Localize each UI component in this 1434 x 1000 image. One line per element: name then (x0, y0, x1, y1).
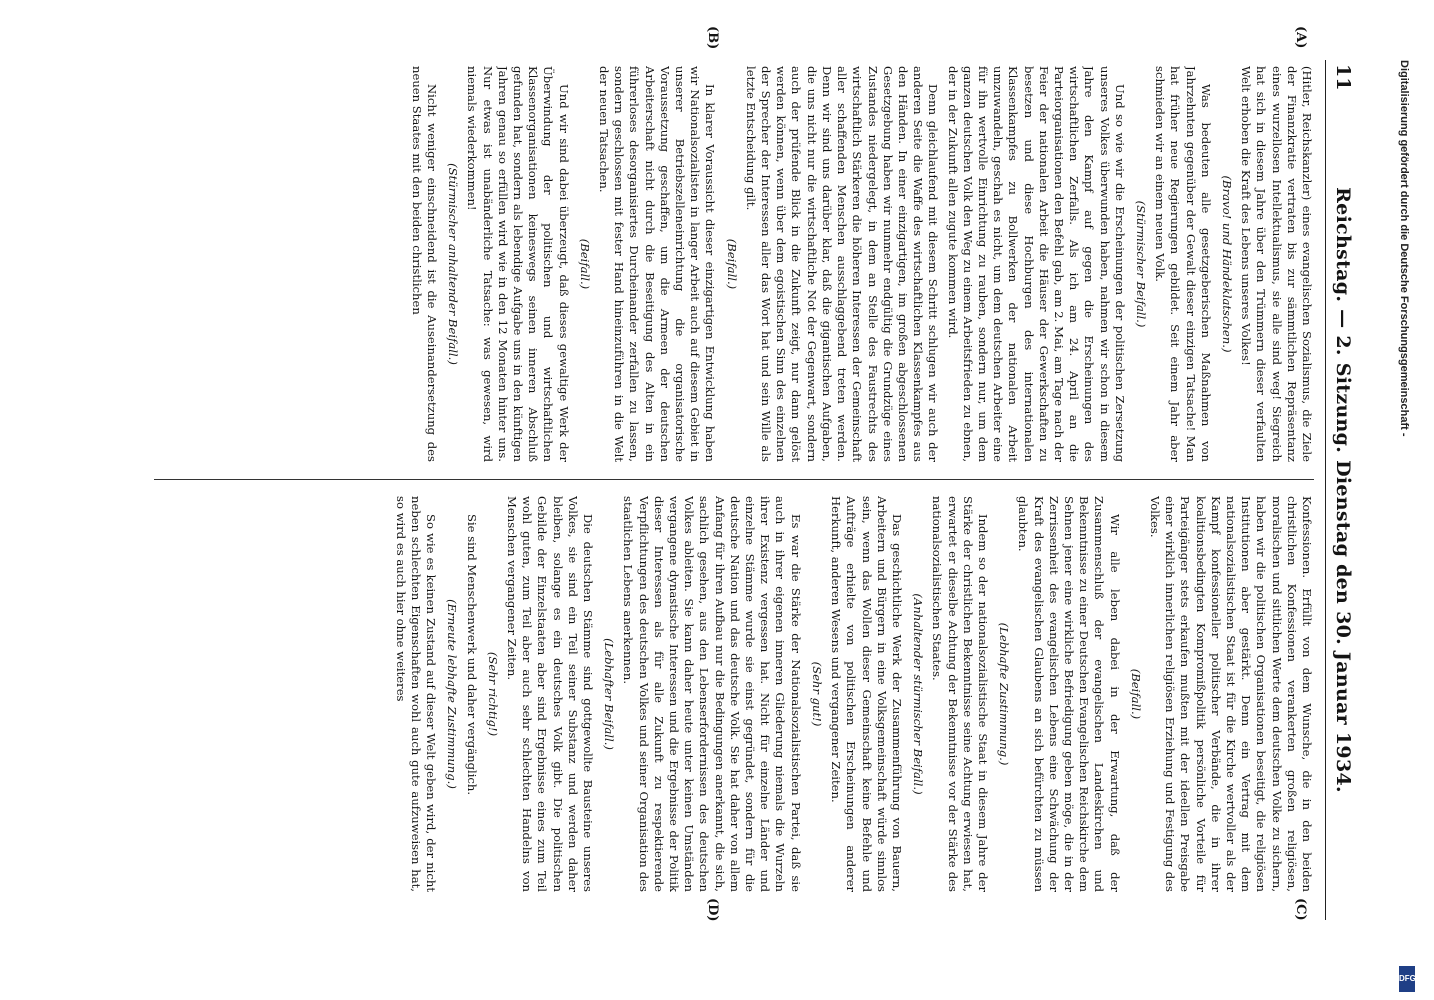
header-title: Reichstag. — 2. Sitzung. Dienstag den 30. Januar 1934. (1332, 187, 1354, 793)
margin-marker-a: (A) (1293, 26, 1308, 49)
annotation: (Stürmischer anhaltender Beifall.) (446, 163, 461, 365)
margin-marker-c: (C) (1293, 898, 1308, 921)
paragraph: Und so wie wir die Erscheinungen der politischen Zersetzung unseres Volkes überwunden haben, nahmen wir schon in diesem Jahre den Kampf auf gegen die Erscheinungen des wirtschaftlichen Zerfalls. Als ich am 24. April an die Parteiorganisationen den Befehl gab, am 2. Mai, am Tage nach der Feier der nationalen Arbeit die Häuser der Gewerkschaften zu besetzen und diese Hochburgen des internationalen Klassenkampfes zu Bollwerken der nationalen Arbeit umzuwandeln, geschah es nicht, um dem deutschen Arbeiter eine für ihn wertvolle Einrichtung zu rauben, sondern nur, um dem ganzen deutschen Volk den Weg zu einem Arbeitsfrieden zu ebnen, der in der Zukunft allen zugute kommen wird. (945, 66, 1127, 462)
paragraph: Denn gleichlaufend mit diesem Schritt schlugen wir auch der anderen Seite die Waffe des wirtschaftlichen Klassenkampfes aus den Händen. In einer einzigartigen, im großen abgeschlossenen Gesetzgebung haben wir nunmehr endgültig die Grundzüge eines Zustandes niedergelegt, in dem an Stelle des Faustrechts des wirtschaftlich Stärkeren die höheren Interessen der Gemeinschaft aller schaffenden Menschen ausschlaggebend treten werden. Denn wir sind uns darüber klar, daß die gigantischen Aufgaben, die uns nicht nur die wirtschaftliche Not der Gegenwart, sondern auch der prüfende Blick in die Zukunft zeigt, nur dann gelöst werden können, wenn über dem egoistischen Sinn des einzelnen der Sprecher der Interessen aller das Wort hat und sein Wille als letzte Entscheidung gilt. (743, 66, 941, 462)
page-header (1325, 60, 1360, 920)
annotation: (Beifall.) (1128, 668, 1143, 720)
margin-marker-b: (B) (705, 26, 720, 50)
paragraph: In klarer Voraussicht dieser einzigartigen Entwicklung haben wir Nationalsozialisten in langer Arbeit auch auf diesem Gebiet in unserer Betriebszelleneinrichtung die organisatorische Voraussetzung geschaffen, um die Armeen der deutschen Arbeiterschaft nicht durch die Beseitigung des Alten in ein führerloses desorganisiertes Durcheinander zerfallen zu lassen, sondern geschlossen mit fester Hand hineinzuführen in die Welt der neuen Tatsachen. (597, 66, 718, 462)
column-divider (154, 479, 1314, 480)
paragraph: Es war die Stärke der Nationalsozialistischen Partei, daß sie auch in ihrer eigenen inneren Gliederung niemals die Wurzeln ihrer Existenz vergessen hat. Nicht für einzelne Länder und einzelne Stämme wurde sie einst gegründet, sondern für die deutsche Nation und das deutsche Volk. Sie hat daher von allem Anfang für ihren Aufbau nur die Bedingungen anerkannt, die sich, sachlich gesehen, aus den Lebenserfordernissen des deutschen Volkes ableiten. Sie kann daher heute unter keinen Umständen vergangene dynastische Interessen und die Ergebnisse der Politik dieser Interessen als für alle Zukunft zu respektierende Verpflichtungen des deutschen Volkes und seiner Organisation des staatlichen Lebens anerkennen. (621, 496, 803, 892)
paragraph: Wir alle leben dabei in der Erwartung, daß der Zusammenschluß der evangelischen Landeskirchen und Bekenntnisse zu einer Deutschen Evangelischen Reichskirche dem Sehnen jener eine wirkliche Befriedigung geben möge, die in der Zerrissenheit des evangelischen Lebens eine Schwächung der Kraft des evangelischen Glaubens an sich befürchten zu müssen glaubten. (1016, 496, 1122, 892)
paragraph: Was bedeuten alle gesetzgeberischen Maßnahmen von Jahrzehnten gegenüber der Gewalt dieser einzigen Tatsache! Man hat früher neue Regierungen gebildet. Seit einem Jahr aber schmieden wir an einem neuen Volk. (1153, 66, 1213, 462)
annotation: (Anhaltender stürmischer Beifall.) (911, 593, 926, 795)
annotation: (Sehr gut!) (809, 661, 824, 727)
paragraph: So wie es keinen Zustand auf dieser Welt geben wird, der nicht neben schlechten Eigenschaften wohl auch gute aufzuweisen hat, so wird es auch hier ohne weiteres (393, 496, 439, 892)
credit-text: Digitalisierung gefördert durch die Deutsche Forschungsgemeinschaft - (1398, 60, 1410, 437)
paragraph: Die deutschen Stämme sind gottgewollte Bausteine unseres Volkes, sie sind ein Teil seiner Substanz und werden daher bleiben, solange es ein deutsches Volk gibt. Die politischen Gebilde der Einzelstaaten aber sind Ergebnisse eines zum Teil wohl guten, zum Teil aber auch sehr schlechten Handelns von Menschen vergangener Zeiten. (505, 496, 596, 892)
paragraph: Sie sind Menschenwerk und daher vergänglich. (464, 514, 479, 796)
annotation: (Bravo! und Händeklatschen.) (1219, 175, 1234, 353)
page-number: 11 (1332, 64, 1354, 91)
paragraph: Das geschichtliche Werk der Zusammenführung von Bauern, Arbeitern und Bürgern in eine Volksgemeinschaft würde sinnlos sein, wenn das Wollen dieser Gemeinschaft keine Befehle und Aufträge erhielte von politischen Erscheinungen anderer Herkunft, anderen Wesens und vergangener Zeiten. (829, 496, 904, 892)
dfg-logo: DFG (1399, 966, 1415, 992)
annotation: (Lebhafte Zustimmung.) (997, 622, 1012, 766)
paragraph: Indem so der nationalsozialistische Staat in diesem Jahre der Stärke der christlichen Bekenntnisse seine Achtung erwiesen hat, erwartet er dieselbe Achtung der Bekenntnisse vor der Stärke des nationalsozialistischen Staates. (930, 496, 990, 892)
annotation: (Beifall.) (577, 238, 592, 290)
annotation: (Lebhafter Beifall.) (602, 638, 617, 750)
left-text-column (154, 66, 1314, 462)
digitization-credit (1395, 60, 1417, 990)
annotation: (Beifall.) (724, 238, 739, 290)
rotated-scanned-page (140, 26, 1360, 922)
paragraph: Und wir sind dabei überzeugt, daß dieses gewaltige Werk der Überwindung der politischen und wirtschaftlichen Klassenorganisationen keineswegs seinen inneren Abschluß gefunden hat, sondern als lebendige Aufgabe uns in den künftigen Jahren genau so erfüllen wird wie in den 12 Monaten hinter uns. Nur etwas ist unabänderliche Tatsache: was gewesen, wird niemals wiederkommen! (465, 66, 571, 462)
annotation: (Sehr richtig!) (485, 651, 500, 737)
paragraph: Konfessionen. Erfüllt von dem Wunsche, die in den beiden christlichen Konfessionen verankerten großen religiösen, moralischen und sittlichen Werte dem deutschen Volke zu sichern, haben wir die politischen Organisationen beseitigt, die religiösen Institutionen aber gestärkt. Denn ein Vertrag mit dem nationalsozialistischen Staat ist für die Kirche wertvoller als der Kampf konfessioneller politischer Verbände, die in ihrer koalitionsbedingten Kompromißpolitik persönliche Vorteile für Parteigänger stets erkaufen mußten mit der ideellen Preisgabe einer wirklich innerlichen religiösen Erziehung und Festigung des Volkes. (1147, 496, 1314, 892)
annotation: (Stürmischer Beifall.) (1133, 200, 1148, 328)
right-text-column (154, 496, 1314, 892)
paragraph: (Hitler, Reichskanzler) eines evangelischen Sozialismus, die Ziele der Finanzkratie vertraten bis zur sämmtlichen Repräsentanz eines wurzellosen Intellektualismus, sie alle sind weg! Siegreich hat sich in diesem Jahre über den Trümmern dieser verfaulten Welt erhoben die Kraft des Lebens unseres Volkes! (1239, 66, 1314, 462)
margin-marker-d: (D) (705, 898, 720, 922)
annotation: (Erneute lebhafte Zustimmung.) (445, 599, 460, 789)
paragraph: Nicht weniger einschneidend ist die Auseinandersetzung des neuen Staates mit den beiden christlichen (409, 66, 440, 462)
